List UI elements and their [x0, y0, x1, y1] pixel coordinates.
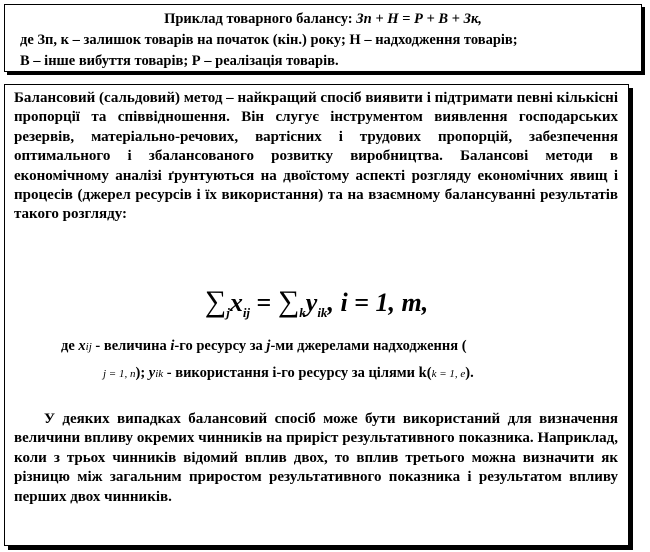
where-x: x	[78, 338, 86, 354]
where-de: де	[61, 338, 79, 354]
balance-method-paragraph: Балансовий (сальдовий) метод – найкращий спосіб виявити і підтримати певні кількісні пропорції та співвідношення. Він слугує інструментом виявлення господарських резервів, матеріально-речових, вартісних і трудових пропорцій, забезпечення оптимального і збалансованого розвитку виробництва. Балансові методи в економічному аналізі ґрунтуються на двоїстому аспекті розгляду економічних явищ і процесів (джерел ресурсів і їх використання) та на взаємному балансуванні результатів такого розгляду:	[14, 90, 618, 223]
var-x: x	[229, 288, 243, 317]
where2-y-sub: ik	[155, 368, 164, 380]
sum-symbol: ∑	[204, 285, 227, 318]
balance-method-box	[4, 84, 629, 546]
where2-text-1: );	[135, 365, 149, 381]
sum-symbol-2: ∑	[277, 285, 300, 318]
sub-ij: ij	[242, 305, 251, 320]
sum-index-k: k	[299, 305, 306, 320]
balance-equation	[5, 285, 628, 325]
equals-sign: =	[250, 288, 278, 317]
var-y: y	[305, 288, 318, 317]
where-text-2: -го ресурсу за	[174, 338, 267, 354]
commodity-balance-title	[5, 11, 641, 28]
factor-influence-text: У деяких випадках балансовий спосіб може бути використаний для визначення величини впливу окремих чинників на приріст результативного показника. Наприклад, коли з трьох чинників відомий вплив двох, то вплив третього можна визначити як різницю між загальним приростом результативного показника і результатом впливу перших двох чинників.	[14, 411, 618, 505]
where2-text-2: - використання i-го ресурсу за цілями k(	[163, 365, 432, 381]
where2-text-3: ).	[465, 365, 474, 381]
balance-formula: Зп + Н = Р + В + Зк,	[356, 11, 482, 27]
factor-influence-paragraph	[14, 410, 618, 507]
commodity-balance-box	[4, 4, 642, 72]
where-i: i	[170, 338, 175, 354]
where-text-1: - величина	[91, 338, 171, 354]
range-k: k = 1, e	[431, 368, 466, 380]
title-text: Приклад товарного балансу:	[164, 11, 357, 27]
sum-index-j: j	[226, 305, 230, 320]
where2-y: y	[148, 365, 156, 381]
where-line-2	[103, 365, 610, 382]
where-x-sub: ij	[85, 341, 92, 353]
formula-tail: , i = 1, m,	[327, 288, 429, 317]
where-text-3: -ми джерелами надходження (	[270, 338, 467, 354]
where-line-1	[61, 338, 610, 355]
sub-ik: ik	[317, 305, 328, 320]
legend-line-1: де Зп, к – залишок товарів на початок (кін.) року; Н – надходження товарів;	[20, 32, 518, 48]
legend-line-2: В – інше вибуття товарів; Р – реалізація товарів.	[20, 53, 339, 69]
where-j: j	[266, 338, 271, 354]
range-j: j = 1, n	[103, 368, 136, 380]
